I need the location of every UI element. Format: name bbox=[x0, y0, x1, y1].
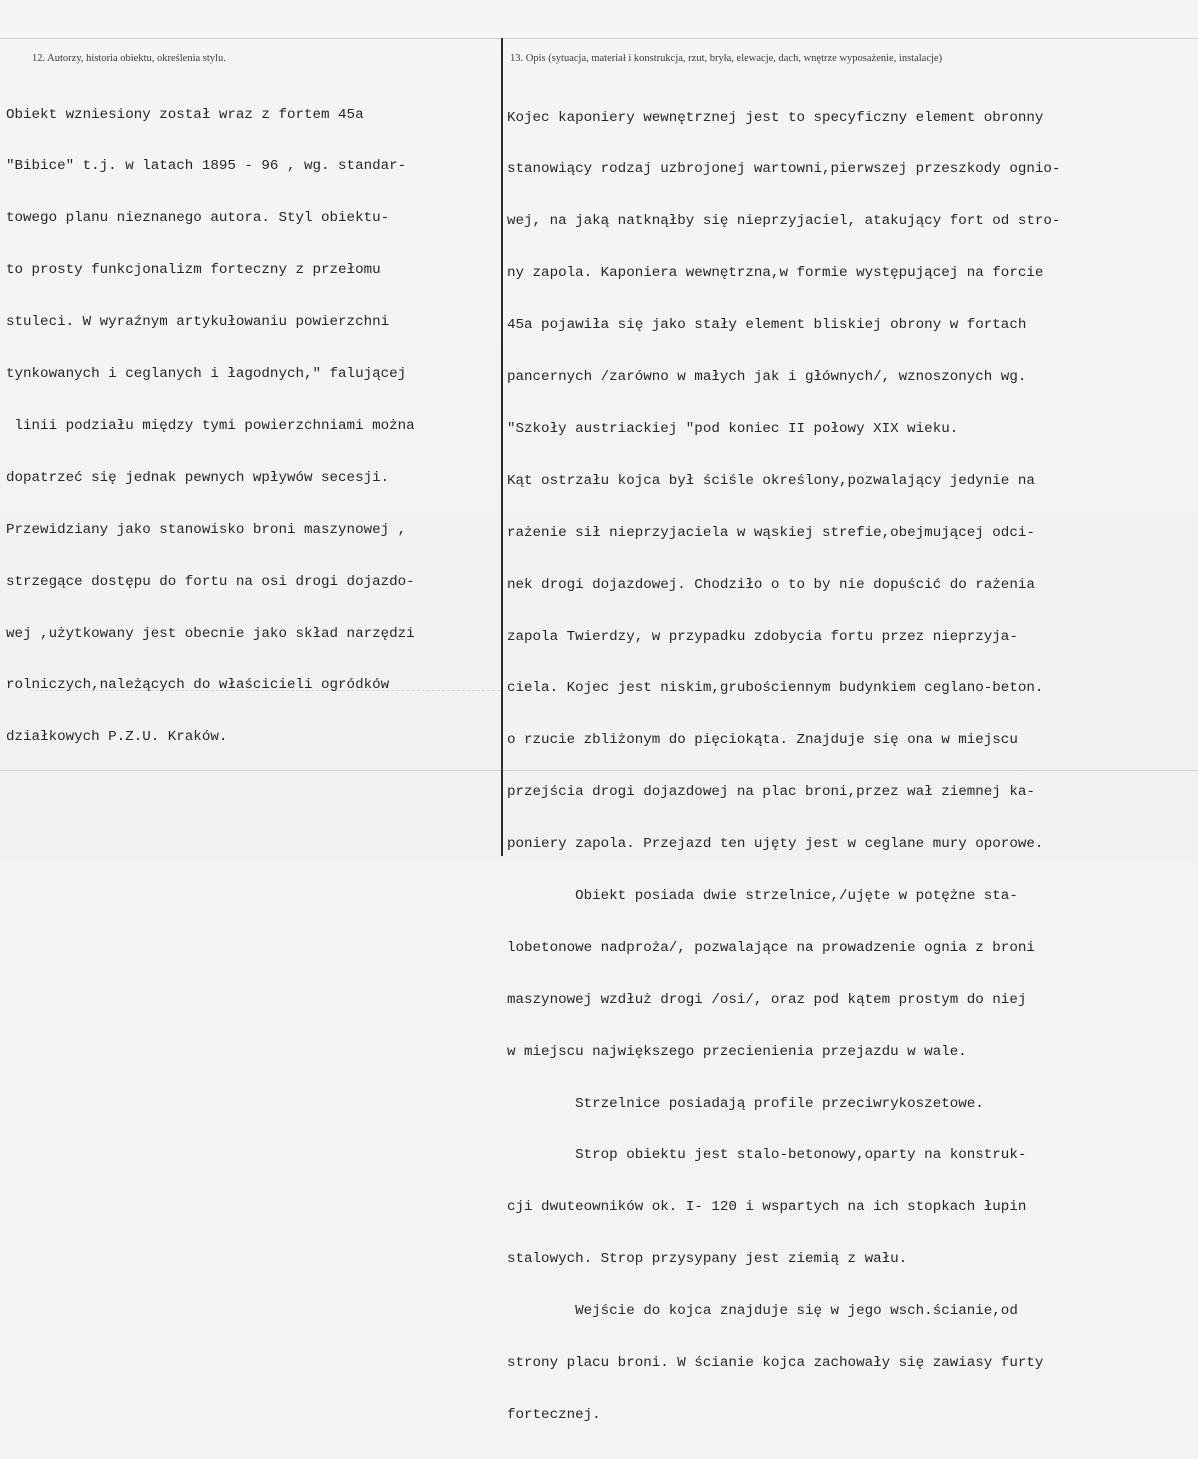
text-line: linii podziału między tymi powierzchniami można bbox=[6, 417, 415, 434]
text-line: Obiekt wzniesiony został wraz z fortem 45a bbox=[6, 106, 364, 123]
section-12-heading: 12. Autorzy, historia obiektu, określenia stylu. bbox=[32, 53, 226, 64]
text-line: towego planu nieznanego autora. Styl obiektu- bbox=[6, 210, 390, 227]
section-12-text bbox=[6, 72, 498, 781]
text-line: wej ,użytkowany jest obecnie jako skład narzędzi bbox=[6, 625, 415, 642]
text-line: stalowych. Strop przysypany jest ziemią z wału. bbox=[507, 1251, 908, 1268]
section-13-text bbox=[507, 75, 1195, 1459]
text-line: fortecznej. bbox=[507, 1406, 601, 1423]
text-line: Obiekt posiada dwie strzelnice,/ujęte w potężne sta- bbox=[507, 887, 1018, 904]
text-line: strzegące dostępu do fortu na osi drogi dojazdo- bbox=[6, 573, 415, 590]
text-line: tynkowanych i ceglanych i łagodnych," falującej bbox=[6, 366, 407, 383]
text-line: to prosty funkcjonalizm forteczny z przełomu bbox=[6, 262, 381, 279]
text-line: wej, na jaką natknąłby się nieprzyjaciel, atakujący fort od stro- bbox=[507, 213, 1061, 230]
text-line: w miejscu największego przecienienia przejazdu w wale. bbox=[507, 1043, 967, 1060]
section-13-heading: 13. Opis (sytuacja, materiał i konstrukcja, rzut, bryła, elewacje, dach, wnętrze wyposażenie, instalacje) bbox=[510, 53, 943, 64]
text-line: Strop obiektu jest stalo-betonowy,oparty na konstruk- bbox=[507, 1147, 1027, 1164]
text-line: poniery zapola. Przejazd ten ujęty jest w ceglane mury oporowe. bbox=[507, 836, 1044, 853]
text-line: przejścia drogi dojazdowej na plac broni,przez wał ziemnej ka- bbox=[507, 784, 1035, 801]
text-line: ciela. Kojec jest niskim,grubościennym budynkiem ceglano-beton. bbox=[507, 680, 1044, 697]
top-rule bbox=[0, 38, 1198, 39]
text-line: Kąt ostrzału kojca był ściśle określony,pozwalający jedynie na bbox=[507, 472, 1035, 489]
text-line: stanowiący rodzaj uzbrojonej wartowni,pierwszej przeszkody ognio- bbox=[507, 161, 1061, 178]
text-line: "Bibice" t.j. w latach 1895 - 96 , wg. standar- bbox=[6, 158, 407, 175]
column-divider bbox=[501, 38, 503, 856]
text-line: stuleci. W wyraźnym artykułowaniu powierzchni bbox=[6, 314, 390, 331]
text-line: zapola Twierdzy, w przypadku zdobycia fortu przez nieprzyja- bbox=[507, 628, 1018, 645]
text-line: o rzucie zbliżonym do pięciokąta. Znajduje się ona w miejscu bbox=[507, 732, 1018, 749]
text-line: Wejście do kojca znajduje się w jego wsch.ścianie,od bbox=[507, 1303, 1018, 1320]
text-line: dopatrzeć się jednak pewnych wpływów secesji. bbox=[6, 469, 390, 486]
text-line: nek drogi dojazdowej. Chodziło o to by nie dopuścić do rażenia bbox=[507, 576, 1035, 593]
text-line: rażenie sił nieprzyjaciela w wąskiej strefie,obejmującej odci- bbox=[507, 524, 1035, 541]
text-line: Strzelnice posiadają profile przeciwrykoszetowe. bbox=[507, 1095, 984, 1112]
text-line: pancernych /zarówno w małych jak i głównych/, wznoszonych wg. bbox=[507, 369, 1027, 386]
text-line: działkowych P.Z.U. Kraków. bbox=[6, 729, 228, 746]
text-line: Kojec kaponiery wewnętrznej jest to specyficzny element obronny bbox=[507, 109, 1044, 126]
text-line: rolniczych,należących do właścicieli ogródków bbox=[6, 677, 390, 694]
text-line: 45a pojawiła się jako stały element bliskiej obrony w fortach bbox=[507, 317, 1027, 334]
text-line: maszynowej wzdłuż drogi /osi/, oraz pod kątem prostym do niej bbox=[507, 991, 1027, 1008]
text-line: strony placu broni. W ścianie kojca zachowały się zawiasy furty bbox=[507, 1354, 1044, 1371]
text-line: lobetonowe nadproża/, pozwalające na prowadzenie ognia z broni bbox=[507, 939, 1035, 956]
text-line: Przewidziany jako stanowisko broni maszynowej , bbox=[6, 521, 407, 538]
text-line: ny zapola. Kaponiera wewnętrzna,w formie występującej na forcie bbox=[507, 265, 1044, 282]
text-line: "Szkoły austriackiej "pod koniec II połowy XIX wieku. bbox=[507, 420, 959, 437]
text-line: cji dwuteowników ok. I- 120 i wspartych na ich stopkach łupin bbox=[507, 1199, 1027, 1216]
